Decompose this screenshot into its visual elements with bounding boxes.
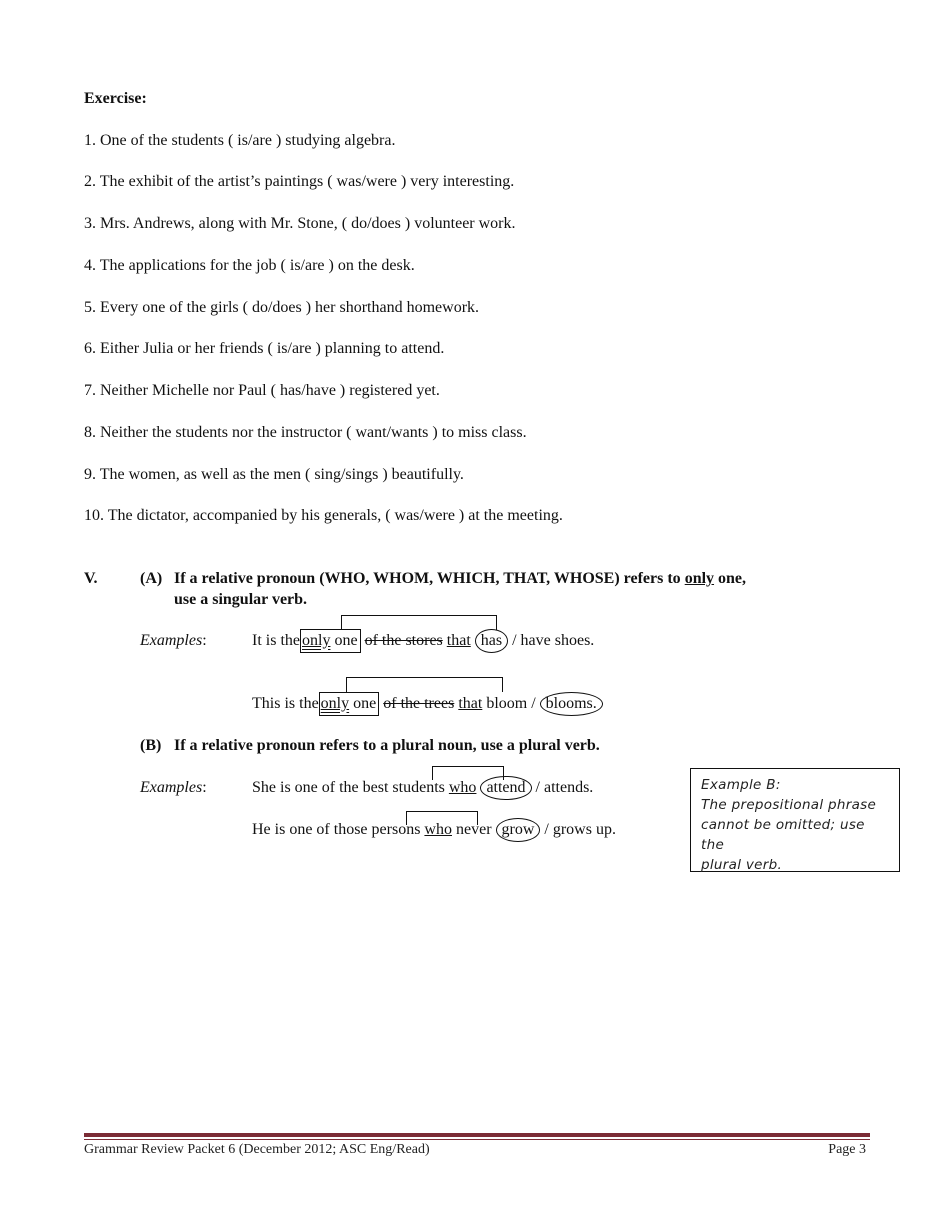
example-a2-verb-alt: bloom /: [486, 695, 536, 712]
example-a1-only: only: [302, 632, 331, 649]
rule-a-line2: use a singular verb.: [174, 591, 308, 608]
example-a1-verb-correct: has: [475, 629, 508, 653]
note-line-3: cannot be omitted; use the: [701, 817, 865, 853]
exercise-item-4: 4. The applications for the job ( is/are ) on the desk.: [84, 257, 415, 274]
example-a1-prefix: It is the: [252, 632, 300, 649]
example-b1-pronoun: who: [448, 779, 477, 796]
example-b1-verb-correct: attend: [480, 776, 531, 800]
example-b2-verb-alt: / grows up.: [544, 821, 616, 838]
exercise-item-1: 1. One of the students ( is/are ) studying algebra.: [84, 132, 396, 149]
examples-label-b: Examples:: [140, 779, 207, 796]
exercise-item-9: 9. The women, as well as the men ( sing/sings ) beautifully.: [84, 466, 464, 483]
example-a1-verb-alt: / have shoes.: [512, 632, 595, 649]
exercise-item-3: 3. Mrs. Andrews, along with Mr. Stone, ( do/does ) volunteer work.: [84, 215, 516, 232]
example-b1-prefix: She is one of the best students: [252, 779, 445, 796]
section-numeral: V.: [84, 570, 98, 587]
note-line-4: plural verb.: [701, 857, 783, 873]
page-number: Page 3: [828, 1142, 866, 1157]
example-b2: [252, 821, 616, 839]
exercise-heading: Exercise:: [84, 90, 147, 107]
note-line-1: Example B:: [701, 777, 781, 793]
example-a2-one: one: [349, 695, 377, 712]
example-b2-mid: never: [455, 821, 492, 838]
example-a2-struck-phrase: of the trees: [383, 695, 455, 712]
example-a2-only: only: [320, 695, 350, 712]
bracket-a2: [346, 677, 503, 692]
note-line-2: The prepositional phrase: [701, 797, 877, 813]
example-b2-prefix: He is one of those persons: [252, 821, 421, 838]
example-a1-struck-phrase: of the stores: [364, 632, 443, 649]
exercise-item-5: 5. Every one of the girls ( do/does ) her shorthand homework.: [84, 299, 480, 316]
rule-b-text: If a relative pronoun refers to a plural noun, use a plural verb.: [174, 737, 600, 754]
example-b2-pronoun: who: [424, 821, 452, 838]
example-a1-one: one: [330, 632, 358, 649]
footer-rule-thin: [84, 1139, 870, 1140]
example-a1: [252, 632, 594, 650]
exercise-item-10: 10. The dictator, accompanied by his generals, ( was/were ) at the meeting.: [84, 507, 563, 524]
rule-a-text-before: If a relative pronoun (WHO, WHOM, WHICH, THAT, WHOSE) refers to: [174, 570, 681, 587]
exercise-item-6: 6. Either Julia or her friends ( is/are ) planning to attend.: [84, 340, 445, 357]
exercise-item-8: 8. Neither the students nor the instructor ( want/wants ) to miss class.: [84, 424, 527, 441]
example-b1: [252, 779, 593, 797]
example-a2-pronoun: that: [458, 695, 483, 712]
rule-a-text-after: one,: [718, 570, 747, 587]
example-a2-antecedent-box: [319, 692, 380, 716]
example-b2-verb-correct: grow: [496, 818, 541, 842]
footer-title: Grammar Review Packet 6 (December 2012; ASC Eng/Read): [84, 1142, 430, 1157]
example-a2: [252, 695, 603, 713]
example-a2-verb-correct: blooms.: [540, 692, 603, 716]
examples-label-a: Examples:: [140, 632, 207, 649]
exercise-item-2: 2. The exhibit of the artist’s paintings ( was/were ) very interesting.: [84, 173, 515, 190]
example-b-note: [690, 768, 900, 872]
rule-a-emphasis: only: [684, 570, 715, 587]
exercise-item-7: 7. Neither Michelle nor Paul ( has/have ) registered yet.: [84, 382, 440, 399]
example-b1-verb-alt: / attends.: [535, 779, 594, 796]
example-a2-prefix: This is the: [252, 695, 319, 712]
example-a1-pronoun: that: [446, 632, 471, 649]
bracket-a1: [341, 615, 497, 630]
footer-rule: [84, 1133, 870, 1137]
rule-a-text: [174, 570, 746, 588]
rule-a-label: (A): [140, 570, 163, 587]
rule-b-label: (B): [140, 737, 162, 754]
example-a1-antecedent-box: [300, 629, 361, 653]
